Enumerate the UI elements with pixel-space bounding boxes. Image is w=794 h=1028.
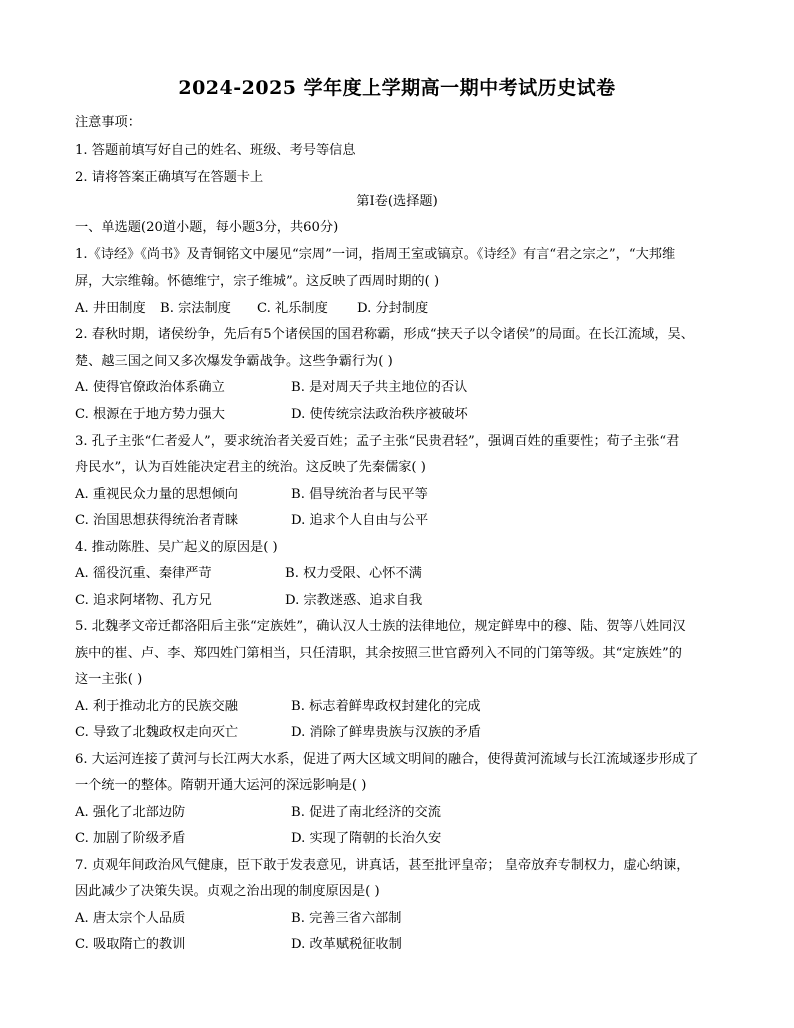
option-d: D. 实现了隋朝的长治久安 bbox=[291, 831, 442, 846]
option-a: A. 使得官僚政治体系确立 bbox=[75, 380, 225, 395]
question-1-line-1: 1.《诗经》《尚书》及青铜铭文中屡见“宗周”一词，指周王室或镐京。《诗经》有言“君之宗之”，“大邦维 bbox=[75, 247, 676, 262]
option-c: C. 加剧了阶级矛盾 bbox=[75, 831, 186, 846]
note-item: 1. 答题前填写好自己的姓名、班级、考号等信息 bbox=[75, 143, 356, 158]
question-3-line-1: 3. 孔子主张“仁者爱人”，要求统治者关爱百姓；孟子主张“民贵君轻”，强调百姓的重要性；荀子主张“君 bbox=[75, 434, 680, 449]
question-7-line-2: 因此减少了决策失误。贞观之治出现的制度原因是( ) bbox=[75, 884, 380, 899]
option-b: B. 标志着鲜卑政权封建化的完成 bbox=[291, 699, 481, 714]
question-3-line-2: 舟民水”，认为百姓能决定君主的统治。这反映了先秦儒家( ) bbox=[75, 460, 426, 475]
option-a: A. 徭役沉重、秦律严苛 bbox=[75, 566, 212, 581]
notes-heading: 注意事项： bbox=[75, 115, 141, 130]
question-5-line-3: 这一主张( ) bbox=[75, 672, 143, 687]
option-c: C. 吸取隋亡的教训 bbox=[75, 937, 186, 952]
question-2-line-2: 楚、越三国之间又多次爆发争霸战争。这些争霸行为( ) bbox=[75, 354, 393, 369]
option-d: D. 宗教迷惑、追求自我 bbox=[285, 593, 423, 608]
option-a: A. 强化了北部边防 bbox=[75, 805, 186, 820]
option-d: D. 消除了鲜卑贵族与汉族的矛盾 bbox=[291, 725, 481, 740]
question-1-line-2: 屏，大宗维翰。怀德维宁，宗子维城”。这反映了西周时期的( ) bbox=[75, 274, 440, 289]
option-c: C. 礼乐制度 bbox=[257, 301, 328, 316]
option-b: B. 宗法制度 bbox=[160, 301, 231, 316]
option-d: D. 使传统宗法政治秩序被破坏 bbox=[291, 407, 468, 422]
question-7-line-1: 7. 贞观年间政治风气健康，臣下敢于发表意见，讲真话，甚至批评皇帝； 皇帝放弃专制权力，虚心纳谏， bbox=[75, 858, 690, 873]
option-a: A. 利于推动北方的民族交融 bbox=[75, 699, 238, 714]
note-item: 2. 请将答案正确填写在答题卡上 bbox=[75, 170, 264, 185]
option-a: A. 井田制度 bbox=[75, 301, 146, 316]
option-b: B. 促进了南北经济的交流 bbox=[291, 805, 441, 820]
section-heading: 一、单选题(20道小题，每小题3分，共60分) bbox=[75, 220, 339, 235]
option-d: D. 改革赋税征收制 bbox=[291, 937, 402, 952]
option-b: B. 完善三省六部制 bbox=[291, 911, 402, 926]
question-6-line-1: 6. 大运河连接了黄河与长江两大水系，促进了两大区域文明间的融合，使得黄河流域与长江流域逐步形成了 bbox=[75, 752, 699, 767]
option-a: A. 唐太宗个人品质 bbox=[75, 911, 186, 926]
option-b: B. 权力受限、心怀不满 bbox=[285, 566, 422, 581]
question-4-line-1: 4. 推动陈胜、吴广起义的原因是( ) bbox=[75, 540, 278, 555]
option-c: C. 根源在于地方势力强大 bbox=[75, 407, 225, 422]
option-d: D. 追求个人自由与公平 bbox=[291, 513, 429, 528]
option-c: C. 导致了北魏政权走向灭亡 bbox=[75, 725, 239, 740]
question-5-line-1: 5. 北魏孝文帝迁都洛阳后主张“定族姓”，确认汉人士族的法律地位，规定鲜卑中的穆、陆、贺等八姓同汉 bbox=[75, 619, 686, 634]
option-b: B. 是对周天子共主地位的否认 bbox=[291, 380, 468, 395]
option-c: C. 追求阿堵物、孔方兄 bbox=[75, 593, 212, 608]
option-d: D. 分封制度 bbox=[357, 301, 429, 316]
volume-heading: 第Ⅰ卷(选择题) bbox=[356, 194, 438, 209]
question-2-line-1: 2. 春秋时期，诸侯纷争，先后有5个诸侯国的国君称霸，形成“挟天子以令诸侯”的局面。在长江流域，吴、 bbox=[75, 327, 694, 342]
option-c: C. 治国思想获得统治者青睐 bbox=[75, 513, 239, 528]
exam-title: 2024-2025 学年度上学期高一期中考试历史试卷 bbox=[178, 77, 616, 99]
option-a: A. 重视民众力量的思想倾向 bbox=[75, 487, 238, 502]
option-b: B. 倡导统治者与民平等 bbox=[291, 487, 428, 502]
question-6-line-2: 一个统一的整体。隋朝开通大运河的深远影响是( ) bbox=[75, 778, 367, 793]
question-5-line-2: 族中的崔、卢、李、郑四姓门第相当，只任清职，其余按照三世官爵列入不同的门第等级。其“定族姓”的 bbox=[75, 646, 682, 661]
